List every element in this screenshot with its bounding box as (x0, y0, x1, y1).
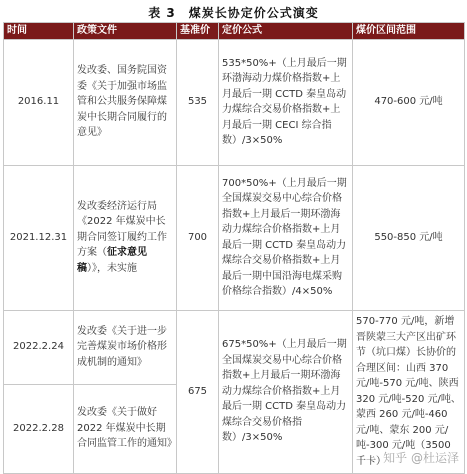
time-cell: 2022.2.28 (4, 384, 74, 473)
header-row (4, 23, 465, 40)
table-row (4, 39, 465, 165)
policy-draft-label: 征求意见稿 (77, 247, 147, 274)
header-formula: 定价公式 (219, 23, 353, 40)
base-price-cell: 675 (177, 310, 219, 473)
base-price-cell: 700 (177, 165, 219, 310)
policy-cell: 发改委《关于做好 2022 年煤炭中长期合同监管工作的通知》 (74, 384, 177, 473)
range-cell: 570-770 元/吨，新增晋陕蒙三大产区出矿环节（坑口煤）长协价的合理区间：山西 370 元/吨-570 元/吨、陕西 320 元/吨-520 元/吨、蒙西 260 元/吨-460 元/吨、蒙东 200 元/吨-300 元/吨（3500 千卡） (353, 310, 465, 473)
header-time: 时间 (4, 23, 74, 40)
header-base-price: 基准价 (177, 23, 219, 40)
range-cell: 470-600 元/吨 (353, 39, 465, 165)
header-range: 煤价区间范围 (353, 23, 465, 40)
formula-cell: 700*50%+（上月最后一期全国煤炭交易中心综合价格指数+上月最后一期环渤海动力煤综合价格指数+上月最后一期 CCTD 秦皇岛动力煤综合交易价格指数+上月最后一期中国沿海电煤采购价格综合指数）/4×50% (219, 165, 353, 310)
time-cell: 2016.11 (4, 39, 74, 165)
formula-cell: 675*50%+（上月最后一期全国煤炭交易中心综合价格指数+上月最后一期环渤海动力煤综合价格指数+上月最后一期 CCTD 秦皇岛动力煤综合交易价格指数）/3×50% (219, 310, 353, 473)
range-cell: 550-850 元/吨 (353, 165, 465, 310)
policy-table (3, 22, 465, 474)
formula-cell: 535*50%+（上月最后一期环渤海动力煤价格指数+上月最后一期 CCTD 秦皇岛动力煤综合交易价格指数+上月最后一期 CECI 综合指数）/3×50% (219, 39, 353, 165)
policy-cell (74, 165, 177, 310)
header-policy: 政策文件 (74, 23, 177, 40)
base-price-cell: 535 (177, 39, 219, 165)
time-cell: 2021.12.31 (4, 165, 74, 310)
table-title: 表 3 煤炭长协定价公式演变 (148, 6, 319, 20)
policy-cell: 发改委、国务院国资委《关于加强市场监管和公共服务保障煤炭中长期合同履行的意见》 (74, 39, 177, 165)
table-row (4, 310, 465, 384)
policy-cell: 发改委《关于进一步完善煤炭市场价格形成机制的通知》 (74, 310, 177, 384)
table-row (4, 165, 465, 310)
time-cell: 2022.2.24 (4, 310, 74, 384)
policy-text: 发改委经济运行局《2022 年煤炭中长期合同签订履约工作方案（ (77, 200, 167, 259)
policy-status: ）》，未实施 (87, 262, 137, 274)
watermark: 知乎 @杜运泽 (383, 451, 459, 465)
